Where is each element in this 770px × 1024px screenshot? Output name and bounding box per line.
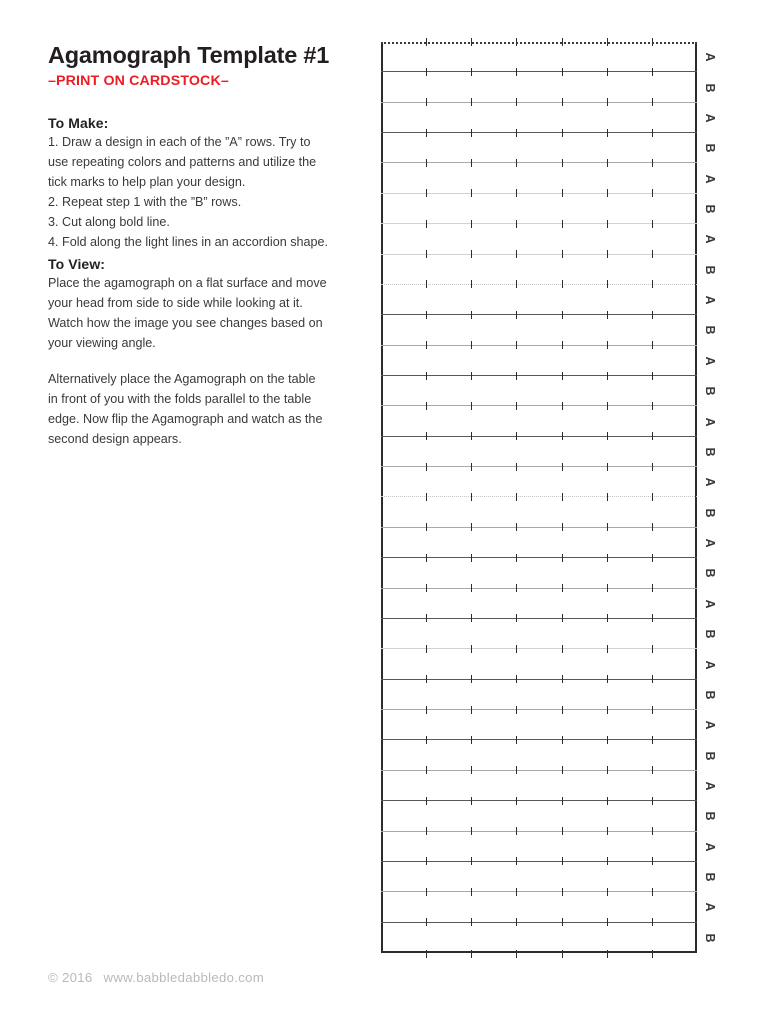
website-url: www.babbledabbledo.com	[103, 970, 265, 985]
to-view-section	[48, 256, 348, 354]
to-make-line: 2. Repeat step 1 with the ”B” rows.	[48, 194, 242, 209]
grid-tick-mark	[471, 950, 472, 958]
to-make-line: 4. Fold along the light lines in an accordion shape.	[48, 234, 329, 249]
to-view-heading: To View:	[48, 256, 106, 272]
grid-bottom-tick-row	[381, 943, 697, 953]
grid-row-label-b: B	[702, 83, 717, 93]
grid-row-label-b: B	[702, 386, 717, 396]
to-view-line: your viewing angle.	[48, 335, 156, 350]
alternative-line: edge. Now flip the Agamograph and watch as the	[48, 411, 323, 426]
page-title: Agamograph Template #1	[48, 42, 330, 68]
to-view-line: Watch how the image you see changes based on	[48, 315, 323, 330]
to-make-line: 1. Draw a design in each of the ”A” rows. Try to	[48, 135, 311, 149]
grid-row-label-a: A	[702, 174, 717, 184]
to-view-line: Place the agamograph on a flat surface and move	[48, 276, 327, 290]
grid-row[interactable]	[381, 619, 717, 649]
grid-row[interactable]	[381, 862, 717, 892]
grid-row-label-a: A	[702, 234, 717, 244]
grid-row[interactable]	[381, 315, 717, 345]
grid-row[interactable]	[381, 42, 717, 72]
grid-row[interactable]	[381, 103, 717, 133]
footer	[48, 970, 264, 985]
copyright-text: © 2016	[48, 970, 93, 985]
grid-row-label-b: B	[702, 143, 717, 153]
grid-row[interactable]	[381, 133, 717, 163]
grid-row-label-b: B	[702, 751, 717, 761]
grid-row-label-a: A	[702, 295, 717, 305]
to-make-section	[48, 115, 353, 253]
document-header	[48, 42, 360, 89]
grid-row[interactable]	[381, 771, 717, 801]
grid-row-label-a: A	[702, 599, 717, 609]
grid-row-label-b: B	[702, 933, 717, 943]
grid-row[interactable]	[381, 589, 717, 619]
to-make-line: tick marks to help plan your design.	[48, 174, 246, 189]
grid-row[interactable]	[381, 376, 717, 406]
grid-row-label-b: B	[702, 872, 717, 882]
grid-row[interactable]	[381, 285, 717, 315]
grid-row-label-a: A	[702, 113, 717, 123]
grid-row[interactable]	[381, 832, 717, 862]
alternative-section	[48, 370, 348, 450]
to-make-line: use repeating colors and patterns and utilize the	[48, 154, 317, 169]
grid-row[interactable]	[381, 801, 717, 831]
grid-row[interactable]	[381, 224, 717, 254]
grid-row-label-a: A	[702, 417, 717, 427]
grid-row[interactable]	[381, 710, 717, 740]
grid-row-label-b: B	[702, 447, 717, 457]
grid-row[interactable]	[381, 437, 717, 467]
grid-row-label-a: A	[702, 356, 717, 366]
grid-tick-mark	[426, 950, 427, 958]
agamograph-grid	[381, 42, 717, 953]
grid-row[interactable]	[381, 649, 717, 679]
grid-tick-mark	[652, 950, 653, 958]
grid-row[interactable]	[381, 498, 717, 528]
grid-row-label-a: A	[702, 52, 717, 62]
grid-row-label-b: B	[702, 204, 717, 214]
grid-row-label-b: B	[702, 508, 717, 518]
grid-row-label-b: B	[702, 568, 717, 578]
grid-row[interactable]	[381, 740, 717, 770]
grid-row-label-a: A	[702, 477, 717, 487]
to-make-body	[48, 133, 353, 253]
grid-row-label-a: A	[702, 720, 717, 730]
grid-tick-mark	[562, 950, 563, 958]
grid-tick-mark	[607, 950, 608, 958]
alternative-line: Alternatively place the Agamograph on the table	[48, 372, 316, 386]
grid-row[interactable]	[381, 680, 717, 710]
grid-row-label-a: A	[702, 781, 717, 791]
grid-row-label-b: B	[702, 690, 717, 700]
grid-row-label-b: B	[702, 811, 717, 821]
grid-row-label-b: B	[702, 325, 717, 335]
grid-row-label-b: B	[702, 629, 717, 639]
grid-row[interactable]	[381, 255, 717, 285]
grid-row[interactable]	[381, 72, 717, 102]
grid-row[interactable]	[381, 406, 717, 436]
grid-row[interactable]	[381, 194, 717, 224]
to-make-heading: To Make:	[48, 115, 109, 131]
grid-row-label-b: B	[702, 265, 717, 275]
alternative-line: second design appears.	[48, 431, 182, 446]
grid-row[interactable]	[381, 892, 717, 922]
to-make-line: 3. Cut along bold line.	[48, 214, 170, 229]
grid-row-label-a: A	[702, 842, 717, 852]
to-view-line: your head from side to side while looking at it.	[48, 295, 303, 310]
alternative-line: in front of you with the folds parallel to the table	[48, 391, 312, 406]
to-view-body	[48, 274, 348, 354]
grid-row[interactable]	[381, 163, 717, 193]
alternative-body	[48, 370, 348, 450]
grid-row-label-a: A	[702, 538, 717, 548]
grid-row-label-a: A	[702, 659, 717, 670]
page-subtitle: –PRINT ON CARDSTOCK–	[48, 73, 229, 90]
grid-row-container	[381, 42, 717, 953]
grid-row-label-a: A	[702, 902, 717, 912]
grid-row[interactable]	[381, 467, 717, 497]
grid-row[interactable]	[381, 558, 717, 588]
grid-tick-mark	[516, 950, 517, 958]
grid-row[interactable]	[381, 528, 717, 558]
grid-row[interactable]	[381, 346, 717, 376]
